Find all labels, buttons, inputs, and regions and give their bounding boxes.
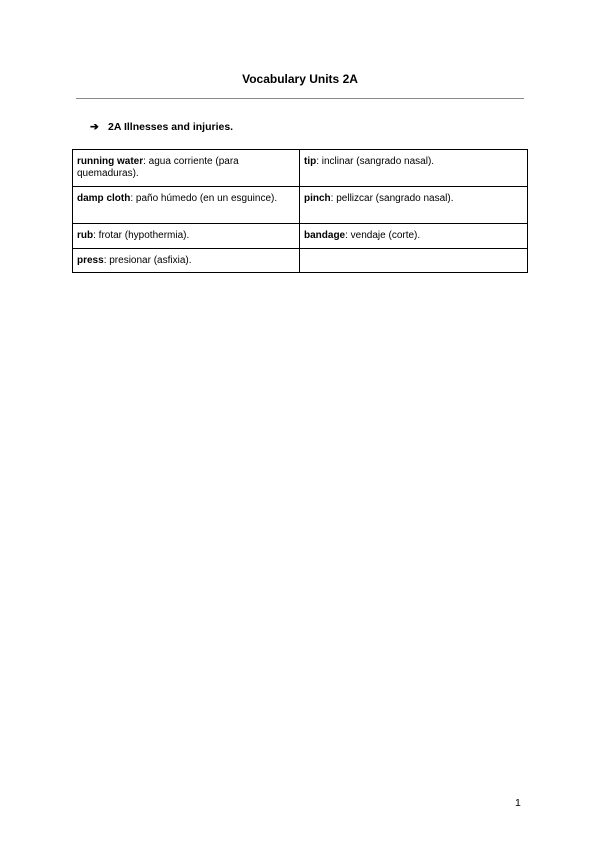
vocab-term: rub (77, 230, 94, 241)
right-arrow-icon: ➔ (90, 121, 99, 133)
vocabulary-table (72, 149, 528, 273)
vocab-term: pinch (304, 193, 331, 204)
vocab-definition: : paño húmedo (en un esguince). (130, 193, 278, 204)
section-heading-text: 2A Illnesses and injuries. (108, 121, 234, 133)
vocab-term: bandage (304, 230, 346, 241)
vocab-term: damp cloth (77, 193, 131, 204)
vocab-definition: : pellizcar (sangrado nasal). (330, 193, 454, 204)
vocab-term: press (77, 255, 104, 266)
vocab-cell (73, 224, 300, 249)
page-title: Vocabulary Units 2A (242, 72, 358, 86)
section-heading (90, 121, 233, 134)
vocab-cell (73, 150, 300, 187)
table-row (73, 224, 528, 249)
page-number: 1 (515, 797, 521, 809)
table-row (73, 187, 528, 224)
vocab-definition: : presionar (asfixia). (103, 255, 192, 266)
vocab-definition: : vendaje (corte). (345, 230, 421, 241)
vocab-definition: : inclinar (sangrado nasal). (316, 156, 435, 167)
vocab-cell (300, 224, 528, 249)
vocab-cell (300, 187, 528, 224)
empty-cell (300, 249, 528, 273)
vocab-cell (73, 249, 300, 273)
table-row (73, 150, 528, 187)
vocab-definition: : agua corriente (para quemaduras). (77, 156, 239, 179)
vocab-cell (300, 150, 528, 187)
vocab-term: running water (77, 156, 144, 167)
vocab-definition: : frotar (hypothermia). (93, 230, 190, 241)
table-row (73, 249, 528, 273)
vocab-cell (73, 187, 300, 224)
title-divider (76, 98, 524, 99)
vocab-term: tip (304, 156, 317, 167)
